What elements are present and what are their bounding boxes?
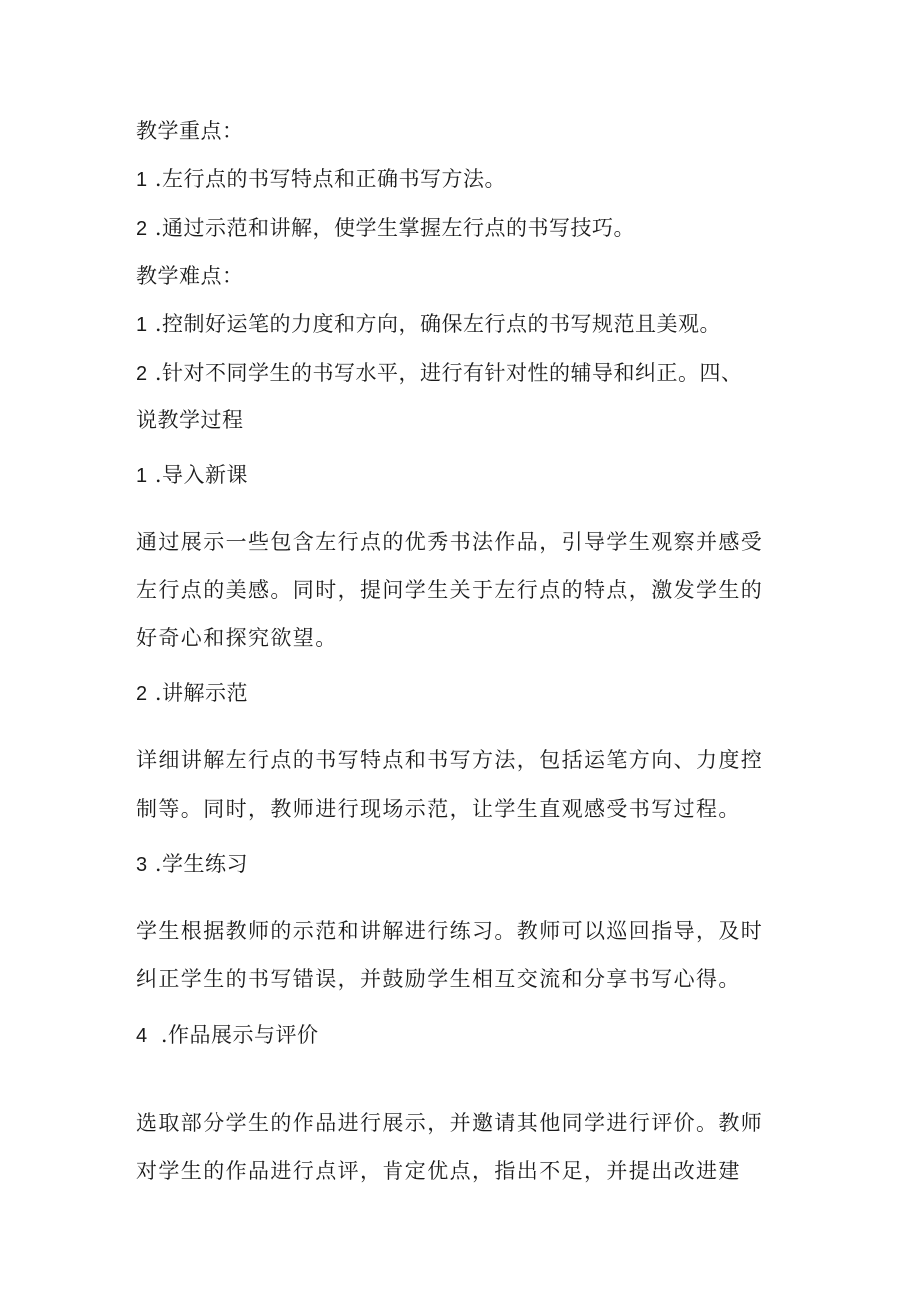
step-2-title [136, 683, 248, 704]
step-4-number: 4 [136, 1025, 148, 1047]
key-point-1 [136, 169, 506, 190]
key-point-2 [136, 218, 635, 239]
difficulty-1 [136, 314, 721, 335]
step-4-title-text: .作品展示与评价 [160, 1023, 319, 1047]
step-3-line-2: 纠正学生的书写错误，并鼓励学生相互交流和分享书写心得。 [136, 967, 741, 991]
step-3-title-text: .学生练习 [154, 852, 248, 876]
step-1-title-text: .导入新课 [154, 463, 248, 487]
step-4-line-2: 对学生的作品进行点评，肯定优点，指出不足，并提出改进建 [136, 1159, 741, 1183]
step-4-title [136, 1025, 319, 1046]
step-3-title [136, 854, 248, 875]
step-4-line-1: 选取部分学生的作品进行展示，并邀请其他同学进行评价。教师 [136, 1111, 764, 1135]
key-point-1-number: 1 [136, 169, 148, 191]
step-1-title [136, 465, 248, 486]
step-3-number: 3 [136, 854, 148, 876]
process-heading: 说教学过程 [136, 408, 244, 432]
key-points-heading: 教学重点： [136, 119, 244, 143]
difficulty-1-number: 1 [136, 314, 148, 336]
step-3-line-1: 学生根据教师的示范和讲解进行练习。教师可以巡回指导，及时 [136, 919, 764, 943]
step-1-line-2: 左行点的美感。同时，提问学生关于左行点的特点，激发学生的 [136, 578, 764, 602]
difficulties-heading: 教学难点： [136, 264, 244, 288]
difficulty-2-number: 2 [136, 363, 148, 385]
step-2-line-1: 详细讲解左行点的书写特点和书写方法，包括运笔方向、力度控 [136, 748, 764, 772]
step-1-line-3: 好奇心和探究欲望。 [136, 626, 338, 650]
step-1-line-1: 通过展示一些包含左行点的优秀书法作品，引导学生观察并感受 [136, 530, 764, 554]
step-1-number: 1 [136, 465, 148, 487]
difficulty-2 [136, 363, 743, 384]
step-2-number: 2 [136, 683, 148, 705]
key-point-1-text: .左行点的书写特点和正确书写方法。 [154, 167, 506, 191]
step-2-title-text: .讲解示范 [154, 681, 248, 705]
key-point-2-number: 2 [136, 218, 148, 240]
key-point-2-text: .通过示范和讲解，使学生掌握左行点的书写技巧。 [154, 216, 635, 240]
difficulty-2-text: .针对不同学生的书写水平，进行有针对性的辅导和纠正。四、 [154, 361, 743, 385]
difficulty-1-text: .控制好运笔的力度和方向，确保左行点的书写规范且美观。 [154, 312, 721, 336]
step-2-line-2: 制等。同时，教师进行现场示范，让学生直观感受书写过程。 [136, 797, 741, 821]
